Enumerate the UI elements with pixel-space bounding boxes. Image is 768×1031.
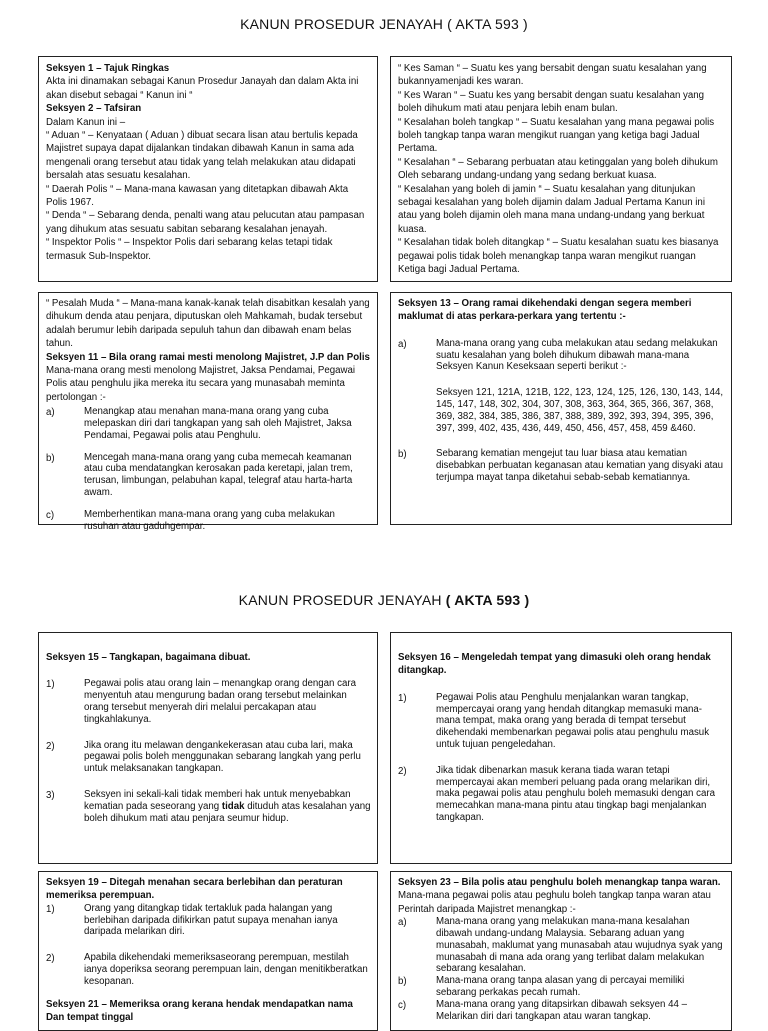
item-text: Mana-mana orang yang cuba melakukan atau sedang melakukan suatu kesalahan yang boleh dihukum dibawah mana-mana Seksyen Kanun Keseksaan seperti berikut :- [436, 337, 718, 373]
list-item [46, 903, 371, 938]
item-text: Jika orang itu melawan dengankekerasan atau cuba lari, maka pegawai polis boleh menggunakan sebarang langkah yang perlu untuk melaksanakan tangkapan. [84, 739, 361, 775]
item-list [46, 406, 371, 532]
item-text: Pegawai Polis atau Penghulu menjalankan waran tangkap, mempercayai orang yang hendah ditangkap memasuki mana-mana tempat, maka orang yang berada di tempat tersebut dikehendaki membenarkan pegawai polis atau penghulu masuk untuk tujuan pengeledahan. [436, 691, 710, 750]
definition-daerah-polis: “ Daerah Polis “ – Mana-mana kawasan yang ditetapkan dibawah Akta Polis 1967. [46, 183, 349, 209]
section-heading: Seksyen 21 – Memeriksa orang kerana hendak mendapatkan nama Dan tempat tinggal [46, 998, 353, 1023]
item-text [84, 789, 371, 824]
item-marker: 2) [46, 953, 55, 965]
list-item [398, 448, 725, 483]
list-item [398, 916, 725, 975]
title-act-number: ( AKTA 593 ) [445, 592, 530, 608]
paragraph: Mana-mana orang mesti menolong Majistret, Jaksa Pendamai, Pegawai Polis atau penghulu jika mereka itu secara yang munasabah meminta pertolongan :- [46, 365, 356, 403]
definition-denda: “ Denda “ – Sebarang denda, penalti wang atau pelucutan atau pampasan yang dihukum atas sesuatu sabitan sebarang kesalahan jenayah. [46, 210, 365, 235]
item-text: Mencegah mana-mana orang yang cuba memecah keamanan atau cuba mendatangkan kerosakan pada keretapi, jalan trem, terusan, limbungan, pelabuhan kapal, telegraf atau harta-harta awam. [84, 451, 353, 499]
item-text: Mana-mana orang yang melakukan mana-mana kesalahan dibawah undang-undang Malaysia. Sebarang aduan yang munasabah, maklumat yang munasabah atau wujudnya syak yang munasabah di mana ada orang yang terlibat dalam melakukan sebarang kesalahan. [436, 916, 723, 975]
item-marker: 1) [46, 903, 55, 915]
item-text-part: Seksyen ini sekali-kali tidak memberi hak untuk menyebabkan kematian pada seseorang yang [84, 788, 351, 812]
section-heading: Seksyen 2 – Tafsiran [46, 103, 142, 115]
item-marker: a) [398, 917, 407, 929]
item-marker: a) [46, 407, 55, 419]
section-box-5 [38, 632, 378, 864]
list-item [46, 952, 371, 987]
item-text: Memberhentikan mana-mana orang yang cuba melakukan rusuhan atau gaduhgempar. [84, 508, 335, 532]
item-marker: b) [398, 976, 407, 988]
item-text: Sebarang kematian mengejut tau luar biasa atau kematian disebabkan perbuatan keganasan atau kematian yang disyaki atau terjumpa mayat tanpa diketahui sebab-sebab kematiannya. [436, 448, 724, 483]
section-box-4 [390, 292, 732, 525]
item-marker: 2) [398, 765, 407, 777]
item-text: Orang yang ditangkap tidak tertakluk pada halangan yang berlebihan daripada difikirkan patut supaya menahan ianya daripada melarikan diri. [84, 902, 338, 938]
item-marker: 1) [398, 692, 407, 704]
item-marker: c) [46, 509, 55, 521]
section-heading: Seksyen 15 – Tangkapan, bagaimana dibuat. [46, 652, 251, 663]
section-heading: Seksyen 1 – Tajuk Ringkas [46, 63, 170, 74]
item-marker [398, 387, 436, 434]
item-marker: b) [398, 449, 407, 461]
section-box-7 [38, 871, 378, 1031]
item-marker: a) [398, 338, 407, 350]
list-item [46, 452, 371, 499]
paragraph: Dalam Kanun ini – [46, 116, 126, 128]
section-heading: Seksyen 16 – Mengeledah tempat yang dimasuki oleh orang hendak ditangkap. [398, 652, 711, 677]
item-text-part: dituduh atas kesalahan yang boleh dihukum mati atau penjara seumur hidup. [84, 800, 371, 824]
item-text: Apabila dikehendaki memeriksaseorang perempuan, mestilah ianya doperiksa seorang perempuan lain, dengan menitikberatkan kesopanan. [84, 952, 368, 987]
item-marker: 2) [46, 740, 55, 752]
section-heading: Seksyen 11 – Bila orang ramai mesti menolong Majistret, J.P dan Polis [46, 351, 370, 363]
list-item [398, 765, 725, 824]
definition-kesalahan: “ Kesalahan “ – Sebarang perbuatan atau ketinggalan yang boleh dihukum Oleh sebarang undang-undang yang sedang berkuat kuasa. [398, 156, 718, 182]
definition-kesalahan-tidak-boleh-ditangkap: “ Kesalahan tidak boleh ditangkap “ – Suatu kesalahan suatu kes biasanya pegawai polis tidak boleh menangkap tanpa waran mengikut ruangan Ketiga bagi Jadual Pertama. [398, 237, 719, 276]
section-box-1 [38, 56, 378, 282]
definition-inspektor-polis: “ Inspektor Polis “ – Inspektor Polis dari sebarang kelas tetapi tidak termasuk Sub-Inspektor. [46, 237, 333, 262]
list-item [398, 975, 725, 999]
section-box-6 [390, 632, 732, 864]
title-text: KANUN PROSEDUR JENAYAH [238, 592, 446, 608]
section-heading: Seksyen 23 – Bila polis atau penghulu boleh menangkap tanpa waran. [398, 877, 721, 888]
list-item [398, 338, 725, 373]
item-text: Seksyen 121, 121A, 121B, 122, 123, 124, 125, 126, 130, 143, 144, 145, 147, 148, 302, 304, 307, 308, 363, 364, 365, 366, 367, 368, 369, 382, 384, 385, 386, 387, 388, 389, 392, 393, 394, 395, 396, 397, 399, 402, 435, 436, 449, 450, 456, 457, 458, 459 &460. [436, 387, 724, 434]
list-item [398, 692, 725, 751]
section-heading: Seksyen 19 – Ditegah menahan secara berlebihan dan peraturan memeriksa perempuan. [46, 877, 343, 902]
definition-kesalahan-boleh-dijamin: “ Kesalahan yang boleh di jamin “ – Suatu kesalahan yang ditunjukan sebagai kesalahan yang boleh dijamin dalam Jadual Pertama Kanun ini atau yang boleh dijamin oleh mana mana undang-undang yang berkuat kuasa. [398, 183, 705, 235]
definition-kes-waran: “ Kes Waran “ – Suatu kes yang bersabit dengan suatu kesalahan yang boleh dihukum mati atau penjara lebih enam bulan. [398, 89, 705, 115]
item-marker: c) [398, 999, 407, 1011]
item-marker: 3) [46, 789, 55, 801]
section-box-3 [38, 292, 378, 532]
paragraph: Akta ini dinamakan sebagai Kanun Prosedur Janayah dan dalam Akta ini akan disebut sebagai “ Kanun ini “ [46, 76, 359, 101]
paragraph: Mana-mana pegawai polis atau peghulu boleh tangkap tanpa waran atau Perintah daripada Majistret menangkap :- [398, 890, 711, 915]
list-item [46, 740, 371, 775]
item-text: Menangkap atau menahan mana-mana orang yang cuba melepaskan diri dari tangkapan yang sah oleh Majistret, Jaksa Pendamai, Pegawai polis atau Penghulu. [84, 406, 352, 441]
item-text: Pegawai polis atau orang lain – menangkap orang dengan cara menyentuh atau mengurung badan orang tersebut melainkan orang tersebut menyerah diri melalui percakapan atau tingkahlakunya. [84, 678, 356, 725]
definition-pesalah-muda: “ Pesalah Muda “ – Mana-mana kanak-kanak telah disabitkan kesalah yang dihukum denda atau penjara, diputuskan oleh Mahkamah, budak tersebut adalah berumur lebih daripada sepuluh tahun dan dibawah enam belas tahun. [46, 298, 370, 350]
list-item [46, 678, 371, 725]
item-text: Mana-mana orang yang ditapsirkan dibawah seksyen 44 – Melarikan diri dari tangkapan atau waran tangkap. [436, 998, 687, 1022]
list-item [46, 406, 371, 441]
section-heading: Seksyen 13 – Orang ramai dikehendaki dengan segera memberi maklumat di atas perkara-perkara yang tertentu :- [398, 298, 692, 323]
section-box-2 [390, 56, 732, 282]
item-text: Jika tidak dibenarkan masuk kerana tiada waran tetapi mempercayai akan memberi peluang pada orang melarikan diri, maka pegawai polis atau penghulu boleh memasuki dengan cara memecahkan mana-mana pintu atau tingkap bagi menjalankan tangkapan. [436, 764, 715, 823]
page-title-2 [0, 592, 768, 608]
definition-kesalahan-boleh-tangkap: “ Kesalahan boleh tangkap “ – Suatu kesalahan yang mana pegawai polis boleh tangkap tanpa waran mengikut ruangan yang ketiga bagi Jadual Pertama. [398, 116, 715, 155]
list-item [398, 999, 725, 1023]
list-item [46, 509, 371, 533]
item-text-emphasis: tidak [221, 800, 245, 812]
section-box-8 [390, 871, 732, 1031]
item-marker: 1) [46, 679, 55, 691]
item-text: Mana-mana orang tanpa alasan yang di percayai memiliki sebarang perkakas pecah rumah. [436, 975, 685, 998]
list-item [46, 789, 371, 824]
page-title: KANUN PROSEDUR JENAYAH ( AKTA 593 ) [240, 16, 528, 32]
definition-aduan: “ Aduan “ – Kenyataan ( Aduan ) dibuat secara lisan atau bertulis kepada Majistret supaya dapat dijalankan tindakan dibawah Kanun in sama ada mengenali orang tersebut atau tidak yang telah melakukan atau didapati bersalah atas sesuatu kesalahan. [46, 130, 358, 182]
definition-kes-saman: “ Kes Saman “ – Suatu kes yang bersabit dengan suatu kesalahan yang bukannyamenjadi kes waran. [398, 63, 707, 88]
item-marker: b) [46, 452, 55, 464]
list-item [398, 387, 725, 434]
